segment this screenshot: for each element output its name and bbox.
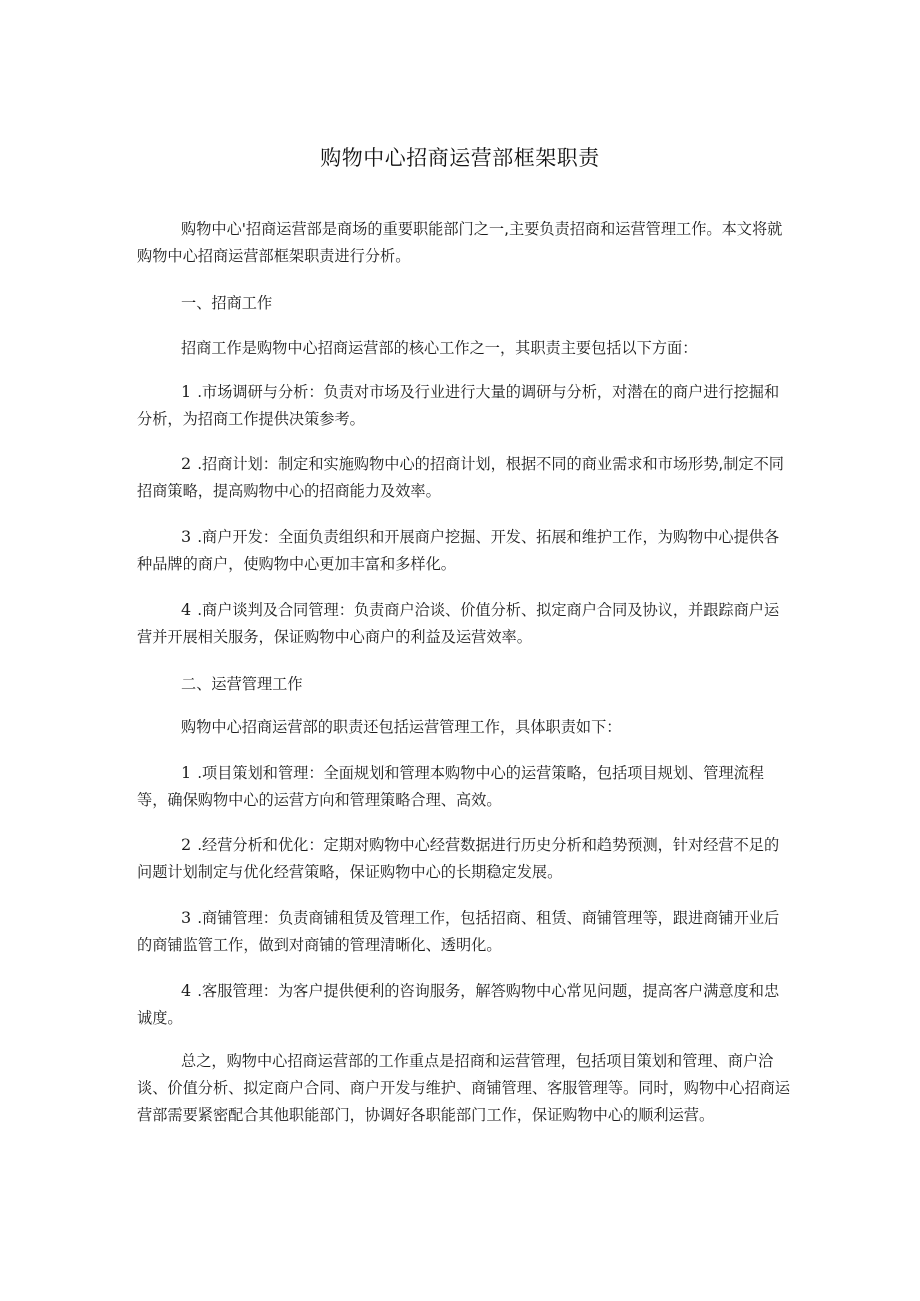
item-number: 1 [181, 382, 192, 401]
list-item [137, 977, 792, 1032]
item-text: .客服管理：为客户提供便利的咨询服务，解答购物中心常见问题，提高客户满意度和忠诚度。 [137, 982, 780, 1027]
section2-lead: 购物中心招商运营部的职责还包括运营管理工作，具体职责如下： [181, 718, 622, 736]
list-item [137, 378, 792, 433]
list-item [137, 759, 792, 814]
item-text: .市场调研与分析：负责对市场及行业进行大量的调研与分析，对潜在的商户进行挖掘和分析，为招商工作提供决策参考。 [137, 383, 780, 428]
item-text: .商铺管理：负责商铺租赁及管理工作，包括招商、租赁、商铺管理等，跟进商铺开业后的商铺监管工作，做到对商铺的管理清晰化、透明化。 [137, 909, 780, 954]
list-item [137, 596, 792, 651]
item-number: 3 [181, 908, 192, 927]
item-number: 3 [181, 527, 192, 546]
document-title: 购物中心招商运营部框架职责 [320, 146, 600, 170]
item-text: .商户谈判及合同管理：负责商户洽谈、价值分析、拟定商户合同及协议，并跟踪商户运营并开展相关服务，保证购物中心商户的利益及运营效率。 [137, 601, 780, 646]
item-text: .项目策划和管理：全面规划和管理本购物中心的运营策略，包括项目规划、管理流程等，确保购物中心的运营方向和管理策略合理、高效。 [137, 764, 764, 809]
list-item [137, 904, 792, 959]
list-item [137, 523, 792, 578]
section1-lead: 招商工作是购物中心招商运营部的核心工作之一，其职责主要包括以下方面： [181, 339, 698, 357]
item-number: 4 [181, 981, 192, 1000]
section1-heading: 一、招商工作 [181, 294, 273, 312]
item-text: .商户开发：全面负责组织和开展商户挖掘、开发、拓展和维护工作，为购物中心提供各种品牌的商户，使购物中心更加丰富和多样化。 [137, 528, 780, 573]
item-number: 4 [181, 600, 192, 619]
item-text: .招商计划：制定和实施购物中心的招商计划，根据不同的商业需求和市场形势,制定不同招商策略，提高购物中心的招商能力及效率。 [137, 455, 784, 500]
section2-heading: 二、运营管理工作 [181, 675, 303, 693]
list-item [137, 450, 792, 505]
item-number: 1 [181, 763, 192, 782]
item-number: 2 [181, 454, 192, 473]
item-number: 2 [181, 835, 192, 854]
list-item [137, 831, 792, 886]
conclusion-paragraph: 总之，购物中心招商运营部的工作重点是招商和运营管理，包括项目策划和管理、商户洽谈、价值分析、拟定商户合同、商户开发与维护、商铺管理、客服管理等。同时，购物中心招商运营部需要紧密配合其他职能部门，协调好各职能部门工作，保证购物中心的顺利运营。 [137, 1052, 791, 1124]
item-text: .经营分析和优化：定期对购物中心经营数据进行历史分析和趋势预测，针对经营不足的问题计划制定与优化经营策略，保证购物中心的长期稳定发展。 [137, 836, 780, 881]
intro-paragraph: 购物中心'招商运营部是商场的重要职能部门之一,主要负责招商和运营管理工作。本文将就购物中心招商运营部框架职责进行分析。 [137, 220, 783, 265]
